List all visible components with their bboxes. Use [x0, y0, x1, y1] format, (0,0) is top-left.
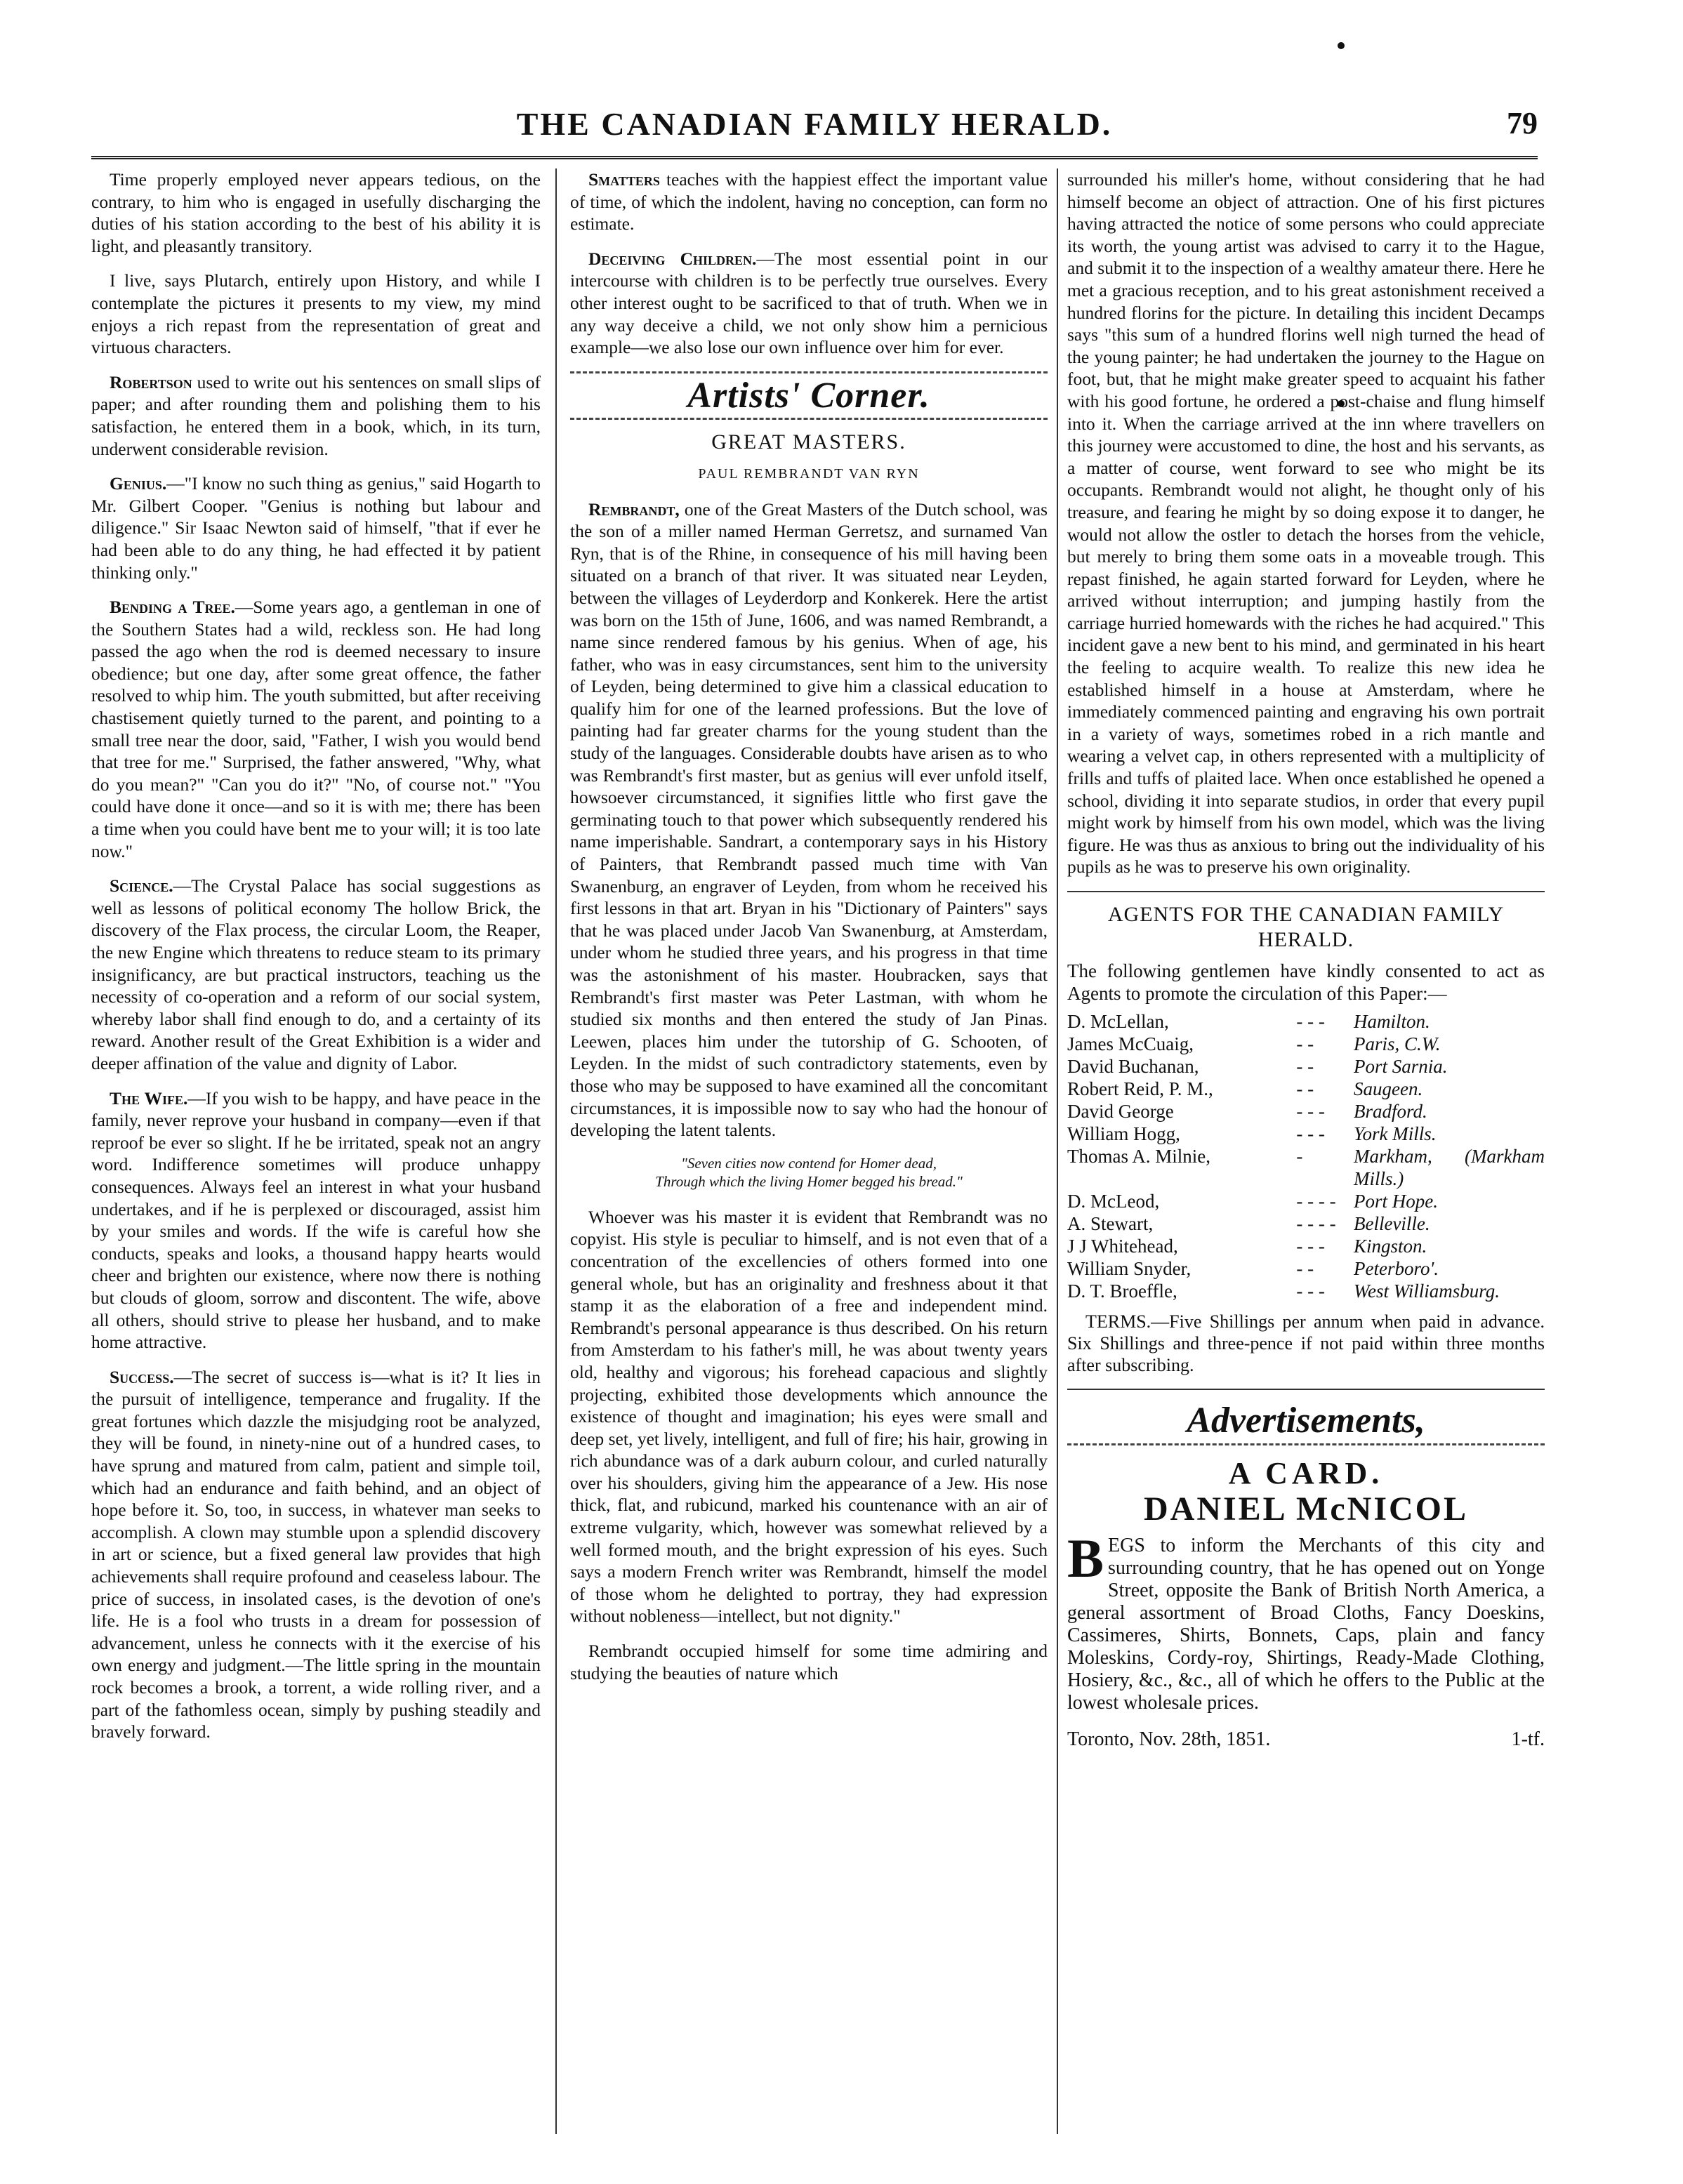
column-divider: [555, 168, 557, 2134]
agent-dots: - - -: [1296, 1101, 1325, 1122]
agent-dots: - - - -: [1296, 1213, 1336, 1234]
section-rule: [1067, 1389, 1545, 1390]
agent-row: [1067, 1123, 1545, 1145]
paragraph: The Wife.—If you wish to be happy, and have peace in the family, never reprove your husband in company—even if that reproof be ever so slight. If he be irritated, speak not an angry word. Indifference sometimes will produce unhappy consequences. Always feel an interest in what your husband undertakes, and if he is perplexed or discouraged, assist him by your smiles and words. If the wife is careful how she conducts, speaks and looks, a thousand happy hearts would cheer and brighten our existence, where now there is nothing but clouds of gloom, sorrow and discontent. The wife, above all others, should strive to please her husband, and to make home attractive.: [91, 1087, 541, 1353]
card-reference: 1-tf.: [1511, 1728, 1545, 1750]
section-rule: [1067, 1443, 1545, 1445]
paragraph: I live, says Plutarch, entirely upon History, and while I contemplate the pictures it presents to my view, my mind enjoys a rich repast from the representation of great and virtuous characters.: [91, 270, 541, 358]
advertisements-title: Advertisements,: [1187, 1401, 1425, 1441]
column-1: [91, 168, 541, 1756]
agent-dots: -: [1296, 1146, 1303, 1167]
agent-town: Port Hope.: [1353, 1191, 1438, 1212]
agent-town: Peterboro'.: [1353, 1258, 1439, 1279]
running-title: THE CANADIAN FAMILY HERALD.: [516, 106, 1113, 142]
paragraph: Time properly employed never appears tedious, on the contrary, to him who is engaged in usefully discharging the duties of his station according to the best of his ability it is light, and pleasantly transitory.: [91, 169, 541, 256]
quote-line: Through which the living Homer begged his bread.": [655, 1172, 963, 1190]
column-divider: [1057, 168, 1058, 2134]
article-subtitle: PAUL REMBRANDT VAN RYN: [698, 465, 920, 482]
quote-line: "Seven cities now contend for Homer dead,: [681, 1154, 937, 1172]
card-date: Toronto, Nov. 28th, 1851.: [1067, 1728, 1271, 1750]
card-body: BEGS to inform the Merchants of this city and surrounding country, that he has opened out on Yonge Street, opposite the Bank of British North America, a general assortment of Broad Cloths, Fancy Doeskins, Cassimeres, Shirts, Bonnets, Caps, plain and fancy Moleskins, Cordy-roy, Shirtings, Ready-Made Clothing, Hosiery, &c., &c., all of which he offers to the Public at the lowest wholesale prices.: [1067, 1527, 1545, 1714]
agent-name: D. T. Broeffle,: [1067, 1280, 1177, 1302]
agent-row: [1067, 1100, 1545, 1123]
paragraph: Robertson used to write out his sentences on small slips of paper; and after rounding them and polishing them to his satisfaction, he entered them in a book, which, in its turn, underwent considerable revision.: [91, 371, 541, 459]
agent-row: [1067, 1010, 1545, 1033]
agent-dots: - - -: [1296, 1123, 1325, 1144]
agent-row: [1067, 1280, 1545, 1302]
agent-dots: - - -: [1296, 1011, 1325, 1032]
card-title: A CARD.: [1228, 1455, 1384, 1490]
agent-name: David George: [1067, 1101, 1174, 1122]
agent-town: Paris, C.W.: [1353, 1033, 1441, 1054]
page-number: 79: [1507, 106, 1538, 140]
agent-name: A. Stewart,: [1067, 1213, 1154, 1234]
paragraph: surrounded his miller's home, without considering that he had himself become an object of attraction. One of his first pictures having attracted the notice of some persons who could appreciate its worth, the young artist was advised to carry it to the Hague, and submit it to the inspection of a wealthy amateur there. Here he met a gracious reception, and to his great astonishment received a hundred florins for the picture. In detailing this incident Decamps says "this sum of a hundred florins well nigh turned the head of the young painter; he had undertaken the journey to the Hague on foot, but, that he might make greater speed to acquaint his father with his good fortune, he ordered a post-chaise and flung himself into it. When the carriage arrived at the inn where travellers on this journey were accustomed to dine, the host and his servants, as a matter of course, went forward to see who might be its occupants. Rembrandt would not alight, he thought only of his treasure, and fearing he might by so doing expose it to danger, he would not allow the ostler to detach the horses from the vehicle, but merely to bring them some oats in a moveable trough. This repast finished, he again started forward for Leyden, where he arrived without interruption; and jumping hastily from the carriage hurried homewards with the riches he had acquired." This incident gave a new bent to his mind, and germinated in his heart the feeling to acquire wealth. To realize this new idea he established himself in a house at Amsterdam, where he immediately commenced painting and engraving his own portrait in a variety of ways, sometimes robed in a rich mantle and wearing a velvet cap, in others represented with a multiplicity of frills and tuffs of plaited lace. When once established he opened a school, dividing it into separate studios, in order that every pupil might work by himself from his own model, which was the living figure. He was thus as anxious to bring out the individuality of his pupils as he was to preserve his own originality.: [1067, 169, 1545, 878]
section-rule: [570, 371, 1048, 373]
paragraph: Smatters teaches with the happiest effect the important value of time, of which the indolent, having no conception, can form no estimate.: [570, 169, 1048, 234]
agent-row: [1067, 1257, 1545, 1280]
section-rule: [570, 418, 1048, 420]
agent-town: West Williamsburg.: [1353, 1280, 1500, 1302]
agent-name: David Buchanan,: [1067, 1056, 1199, 1077]
agent-row: [1067, 1033, 1545, 1055]
agent-dots: - - - -: [1296, 1191, 1336, 1212]
agent-name: D. McLeod,: [1067, 1191, 1160, 1212]
section-title: Artists' Corner.: [687, 375, 930, 416]
agent-row: [1067, 1212, 1545, 1235]
agent-row: [1067, 1055, 1545, 1078]
agents-title: AGENTS FOR THE CANADIAN FAMILY HERALD.: [1107, 903, 1505, 951]
paragraph: Rembrandt, one of the Great Masters of the Dutch school, was the son of a miller named Herman Gerretsz, and surnamed Van Ryn, that is of the Rhine, in consequence of his mill having been situated on a branch of that river. It was situated near Leyden, between the villages of Leyderdorp and Konkerek. Here the artist was born on the 15th of June, 1606, and was named Rembrandt, a name since rendered famous by his genius. When of age, his father, who was in easy circumstances, sent him to the university of Leyden, being determined to give him a classical education to qualify him for one of the learned professions. But the love of painting had far greater charms for the young student than the study of the languages. Considerable doubts have arisen as to who was Rembrandt's first master, but as genius will ever unfold itself, howsoever circumstanced, it signifies little who first gave the germinating touch to that power which subsequently rendered his name imperishable. Sandrart, a contemporary says in his History of Painters, that Rembrandt passed much time with Van Swanenburg, an engraver of Leyden, from whom he received his first lessons in that art. Bryan in his "Dictionary of Painters" says that he was placed under Jacob Van Swanenburg, at Amsterdam, under whom he studied three years, and his progress in that time was the astonishment of his master. Houbracken, says that Rembrandt's first master was Peter Lastman, with whom he studied six months and then entered the study of Jan Pinas. Leewen, places him under the tutorship of G. Schooten, of Leyden. In the midst of such contradictory statements, even by those who may be supposed to have examined all the concomitant circumstances, it is impossible now to say who had the honour of developing the latent talents.: [570, 498, 1048, 1141]
agent-dots: - -: [1296, 1258, 1314, 1279]
section-rule: [1067, 891, 1545, 892]
paragraph: Whoever was his master it is evident that Rembrandt was no copyist. His style is peculiar to himself, and is not even that of a concentration of the excellencies of others formed into one general whole, but has an originality and freshness about it that stamp it as the elaboration of a free and independent mind. Rembrandt's personal appearance is thus described. On his return from Amsterdam to his father's mill, he was about twenty years old, healthy and vigorous; his forehead capacious and slightly projecting, exhibited those developments which announce the existence of thought and imagination; his eyes were small and deep set, yet lively, intelligent, and full of fire; his hair, growing in rich abundance was of a dark auburn colour, and curled naturally over his shoulders, giving him the appearance of a Jew. His nose thick, flat, and rubicund, marked his countenance with an air of extreme vulgarity, which, however was somewhat relieved by a well formed mouth, and the bright expression of his eyes. Such says a modern French writer was Rembrandt, himself the model of those whom he delighted to portray, they had expression without nobleness—intellect, but not dignity.": [570, 1206, 1048, 1627]
drop-cap: B: [1067, 1527, 1104, 1589]
ink-speck: [1338, 42, 1345, 49]
card-name: DANIEL McNICOL: [1143, 1490, 1469, 1528]
agent-row: [1067, 1235, 1545, 1257]
agents-intro: The following gentlemen have kindly consented to act as Agents to promote the circulation of this Paper:—: [1067, 960, 1545, 1004]
paragraph: Science.—The Crystal Palace has social suggestions as well as lessons of political economy The hollow Brick, the discovery of the Flax process, the circular Loom, the Reaper, the new Engine which threatens to reduce steam to its primary insignificancy, are but practical instructors, teaching us the necessity of co-operation and a reform of our social system, whereby labor shall find enough to do, and a certainty of its reward. Another result of the Great Exhibition is a wider and deeper affination of the value and dignity of Labor.: [91, 875, 541, 1073]
column-3: [1067, 168, 1545, 1750]
section-subtitle: GREAT MASTERS.: [711, 430, 906, 454]
agent-town: York Mills.: [1353, 1123, 1437, 1144]
agent-name: Thomas A. Milnie,: [1067, 1146, 1210, 1167]
agent-town: Belleville.: [1353, 1213, 1430, 1234]
page-header: [91, 105, 1538, 147]
column-2: [570, 168, 1048, 1697]
paragraph: Bending a Tree.—Some years ago, a gentleman in one of the Southern States had a wild, reckless son. He had long passed the ago when the rod is deemed necessary to insure obedience; but one day, after some great offence, the father resolved to whip him. The youth submitted, but after receiving chastisement quietly turned to the parent, and pointing to a small tree near the door, said, "Father, I wish you would bend that tree for me." Surprised, the father answered, "Why, what do you mean?" "Can you do it?" "No, of course not." "You could have done it once—and so it is with me; there has been a time when you could have bent me to your will; it is too late now.": [91, 597, 541, 861]
agent-town: Markham, (Markham Mills.): [1353, 1146, 1545, 1189]
agent-town: Port Sarnia.: [1353, 1056, 1448, 1077]
agent-name: William Hogg,: [1067, 1123, 1180, 1144]
paragraph: Success.—The secret of success is—what is it? It lies in the pursuit of intelligence, temperance and frugality. If the great fortunes which dazzle the misjudging root be analyzed, they will be found, in ninety-nine out of a hundred cases, to have sprung and matured from calm, patient and simple toil, which had an endurance and faith behind, and an object of hope before it. So, too, in success, in whatever man seeks to accomplish. A clown may stumble upon a splendid discovery in art or science, but a fixed general law provides that high achievements shall require profound and ceaseless labour. The price of success, in insolated cases, is the devotion of one's life. He is a fool who trusts in a dream for possession of advancement, unless he connects with it the exercise of his own energy and judgment.—The little spring in the mountain rock becomes a brook, a torrent, a wide rolling river, and a part of the fathomless ocean, simply by pushing steadily and bravely forward.: [91, 1366, 541, 1742]
paragraph: Genius.—"I know no such thing as genius," said Hogarth to Mr. Gilbert Cooper. "Genius is nothing but labour and diligence." Sir Isaac Newton said of himself, "that if ever he had been able to do any thing, he had effected it by patient thinking only.": [91, 473, 541, 583]
agent-name: D. McLellan,: [1067, 1011, 1169, 1032]
agent-town: Hamilton.: [1353, 1011, 1430, 1032]
agent-name: J J Whitehead,: [1067, 1236, 1178, 1257]
agent-name: William Snyder,: [1067, 1258, 1192, 1279]
agent-row: [1067, 1145, 1545, 1190]
agent-name: James McCuaig,: [1067, 1033, 1194, 1054]
agent-name: Robert Reid, P. M.,: [1067, 1078, 1213, 1099]
agent-dots: - -: [1296, 1078, 1314, 1099]
agent-dots: - -: [1296, 1033, 1314, 1054]
paragraph: Deceiving Children.—The most essential point in our intercourse with children is to be perfectly true ourselves. Every other interest ought to be sacrificed to that of truth. When we in any way deceive a child, we not only show him a pernicious example—we also lose our own influence over him for ever.: [570, 248, 1048, 358]
terms-notice: TERMS.—Five Shillings per annum when paid in advance. Six Shillings and three-pence if not paid within three months after subscribing.: [1067, 1311, 1545, 1375]
agent-row: [1067, 1078, 1545, 1100]
card-footer: [1067, 1728, 1545, 1751]
agent-town: Kingston.: [1353, 1236, 1427, 1257]
agents-table: [1067, 1010, 1545, 1302]
paragraph: Rembrandt occupied himself for some time admiring and studying the beauties of nature which: [570, 1641, 1048, 1683]
verse-quote: [570, 1154, 1048, 1191]
agent-dots: - -: [1296, 1056, 1314, 1077]
agent-dots: - - -: [1296, 1280, 1325, 1302]
agent-town: Saugeen.: [1353, 1078, 1423, 1099]
header-rule: [91, 156, 1538, 159]
agent-town: Bradford.: [1353, 1101, 1427, 1122]
agent-dots: - - -: [1296, 1236, 1325, 1257]
agent-row: [1067, 1190, 1545, 1212]
